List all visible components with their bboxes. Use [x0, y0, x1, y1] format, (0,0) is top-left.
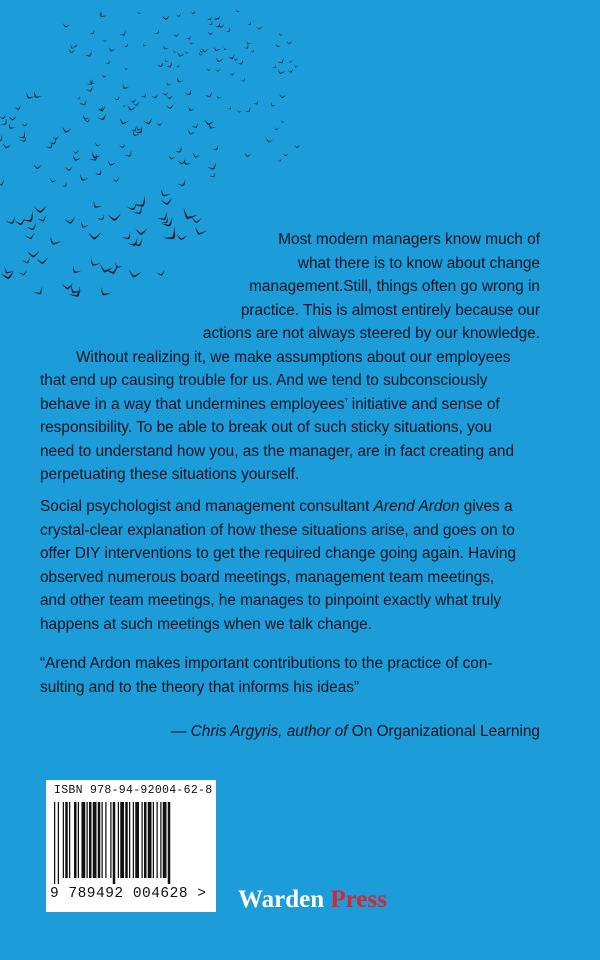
text-line: practice. This is almost entirely because our — [240, 301, 540, 319]
bird-silhouette — [166, 104, 174, 109]
text-line: perpetuating these situations yourself. — [40, 466, 300, 483]
bird-silhouette — [94, 169, 103, 177]
barcode-bar — [78, 802, 79, 878]
bird-silhouette — [187, 106, 195, 112]
publisher-name-part1: Warden — [238, 886, 331, 913]
bird-silhouette — [165, 61, 174, 69]
barcode-bar — [82, 802, 86, 878]
bird-silhouette — [161, 198, 173, 206]
bird-silhouette — [215, 69, 220, 72]
bird-silhouette — [97, 113, 107, 121]
bird-silhouette — [174, 146, 183, 155]
bird-silhouette — [214, 22, 222, 29]
bird-silhouette — [8, 116, 16, 121]
bird-silhouette — [164, 58, 169, 62]
barcode-bar — [98, 802, 101, 878]
barcode-bar — [133, 802, 134, 878]
bird-silhouette — [168, 154, 176, 160]
bird-silhouette — [237, 59, 245, 66]
bird-silhouette — [113, 177, 120, 182]
barcode-bar — [93, 802, 97, 878]
bird-silhouette — [126, 203, 138, 212]
author-name: Arend Ardon — [373, 498, 460, 515]
bird-silhouette — [101, 74, 107, 78]
bird-silhouette — [212, 144, 220, 151]
bird-silhouette — [17, 131, 28, 141]
bird-silhouette — [118, 117, 129, 125]
text-line: observed numerous board meetings, management team meetings, — [40, 568, 495, 586]
barcode-bar — [69, 802, 70, 878]
bird-silhouette — [244, 152, 252, 158]
bird-silhouette — [237, 110, 242, 113]
bird-silhouette — [124, 150, 133, 158]
text-line: Most modern managers know much of — [278, 231, 540, 248]
bird-silhouette — [235, 8, 240, 13]
bird-silhouette — [277, 58, 285, 65]
bird-silhouette — [84, 51, 93, 59]
bird-silhouette — [207, 31, 213, 35]
bird-silhouette — [207, 162, 218, 171]
bird-silhouette — [253, 100, 259, 106]
bird-silhouette — [165, 81, 171, 87]
bird-silhouette — [49, 138, 59, 146]
bird-silhouette — [274, 126, 280, 131]
bird-silhouette — [294, 144, 300, 148]
bird-silhouette — [175, 64, 180, 68]
bird-silhouette — [278, 32, 283, 36]
bird-silhouette — [133, 196, 149, 211]
bird-silhouette — [192, 152, 200, 159]
bird-silhouette — [245, 40, 251, 45]
bird-silhouette — [49, 177, 57, 183]
bird-silhouette — [198, 52, 203, 57]
bird-silhouette — [38, 215, 48, 223]
bird-silhouette — [186, 35, 192, 40]
bird-silhouette — [213, 46, 221, 53]
text-line: management.Still, things often go wrong in — [249, 278, 540, 295]
bird-silhouette — [277, 69, 285, 75]
bird-silhouette — [158, 188, 170, 199]
barcode-bar — [105, 802, 106, 878]
bird-silhouette — [233, 57, 238, 61]
bird-silhouette — [207, 122, 216, 131]
barcode-bar — [113, 802, 116, 884]
bird-silhouette — [208, 21, 214, 27]
bird-silhouette — [24, 92, 34, 101]
bird-silhouette — [180, 207, 198, 223]
bird-silhouette — [81, 114, 89, 122]
barcode-bar — [157, 802, 158, 878]
barcode-bar — [163, 802, 167, 878]
bird-silhouette — [130, 98, 137, 103]
bird-silhouette — [7, 123, 16, 131]
bird-silhouette — [123, 43, 129, 48]
bird-silhouette — [288, 60, 292, 63]
bird-silhouette — [21, 211, 37, 226]
bird-silhouette — [65, 166, 73, 171]
bird-silhouette — [176, 51, 185, 58]
bird-silhouette — [176, 14, 181, 17]
dash: — — [171, 723, 191, 740]
bird-silhouette — [76, 96, 81, 101]
barcode-bar — [54, 802, 55, 884]
bird-silhouette — [53, 136, 59, 140]
ean-digits: 9 789492 004628 > — [50, 886, 207, 902]
bird-silhouette — [45, 142, 55, 151]
bird-silhouette — [293, 64, 298, 68]
bird-silhouette — [240, 78, 246, 83]
bird-silhouette — [102, 39, 106, 42]
bird-silhouette — [270, 102, 276, 108]
text-segment: gives a — [459, 498, 513, 515]
text-line: sulting and to the theory that informs his ideas” — [40, 678, 360, 696]
bird-silhouette — [272, 65, 277, 69]
bird-silhouette — [26, 223, 38, 232]
text-line: behave in a way that undermines employees’ initiative and sense of — [40, 395, 500, 413]
text-line — [40, 495, 550, 519]
bird-silhouette — [106, 159, 116, 167]
bird-silhouette — [250, 49, 255, 53]
barcode-bar — [65, 802, 68, 878]
publisher-name-part2: Press — [330, 886, 387, 913]
barcode-bar — [125, 802, 128, 878]
bird-silhouette — [31, 90, 42, 100]
barcode-bar — [102, 802, 103, 878]
bird-silhouette — [162, 44, 169, 50]
text-line: crystal-clear explanation of how these situations arise, and goes on to — [40, 521, 515, 539]
barcode-bar — [135, 802, 139, 878]
bird-silhouette — [172, 50, 177, 54]
bird-silhouette — [91, 200, 102, 210]
bird-silhouette — [1, 270, 16, 280]
barcode-bar — [144, 802, 147, 878]
barcode-bar — [148, 802, 152, 878]
text-line: need to understand how you, as the manager, are in fact creating and — [40, 442, 515, 460]
bird-silhouette — [162, 92, 168, 96]
barcode-bar — [168, 802, 171, 884]
barcode-bars — [54, 802, 204, 884]
bird-silhouette — [126, 104, 136, 112]
text-line: that end up causing trouble for us. And we tend to subconsciously — [40, 372, 488, 389]
bird-silhouette — [122, 104, 126, 107]
text-line: responsibility. To be able to break out of such sticky situations, you — [40, 419, 492, 436]
bird-silhouette — [89, 29, 96, 35]
attribution-book-title: On Organizational Learning — [347, 723, 540, 740]
bird-silhouette — [61, 182, 68, 189]
text-line: Without realizing it, we make assumptions about our employees — [76, 348, 511, 366]
bird-silhouette — [142, 43, 147, 48]
bird-silhouette — [279, 93, 287, 98]
bird-silhouette — [94, 142, 101, 148]
bird-silhouette — [69, 44, 76, 50]
bird-silhouette — [98, 11, 107, 19]
bird-silhouette — [189, 41, 194, 45]
bird-silhouette — [73, 43, 79, 47]
barcode-bar — [129, 802, 130, 878]
bird-silhouette — [184, 50, 189, 55]
text-line: offer DIY interventions to get the required change going again. Having — [40, 545, 517, 562]
bird-silhouette — [19, 270, 28, 277]
bird-silhouette — [244, 44, 250, 50]
bird-silhouette — [154, 29, 160, 35]
bird-silhouette — [143, 118, 153, 125]
text-line: “Arend Ardon makes important contributions to the practice of con- — [40, 655, 493, 672]
bird-silhouette — [186, 129, 195, 136]
bird-silhouette — [27, 250, 39, 258]
barcode-bar — [142, 802, 143, 878]
bird-silhouette — [166, 95, 173, 99]
barcode-bar — [74, 802, 77, 878]
bird-silhouette — [190, 10, 196, 14]
text-line: what there is to know about change — [297, 254, 540, 272]
endorsement-quote — [40, 652, 560, 699]
bird-silhouette — [0, 114, 7, 119]
bird-silhouette — [286, 41, 292, 44]
intro-paragraph — [40, 228, 540, 487]
bird-silhouette — [119, 144, 126, 149]
text-line: happens at such meetings when we talk change. — [40, 615, 372, 633]
bird-silhouette — [73, 150, 80, 154]
bird-silhouette — [97, 214, 106, 222]
bird-silhouette — [86, 86, 95, 93]
barcode-bar — [89, 802, 92, 878]
bird-silhouette — [156, 122, 162, 126]
barcode-bar — [160, 802, 161, 878]
bird-silhouette — [140, 93, 147, 99]
bird-silhouette — [22, 257, 32, 264]
bird-silhouette — [134, 126, 145, 136]
bird-silhouette — [68, 49, 75, 54]
bird-silhouette — [14, 105, 21, 110]
barcode-bar — [110, 802, 111, 878]
bird-silhouette — [2, 142, 12, 149]
bird-silhouette — [265, 137, 274, 144]
bird-silhouette — [288, 69, 294, 73]
bird-silhouette — [108, 213, 121, 221]
text-line: actions are not always steered by our knowledge. — [202, 325, 540, 342]
bird-silhouette — [34, 205, 47, 213]
bird-silhouette — [71, 154, 81, 162]
bird-silhouette — [151, 94, 158, 99]
barcode-bar — [58, 802, 59, 884]
bird-silhouette — [33, 164, 42, 170]
bird-silhouette — [119, 30, 127, 37]
bird-silhouette — [89, 153, 100, 163]
bird-silhouette — [177, 179, 187, 188]
bird-silhouette — [175, 77, 183, 85]
bird-silhouette — [62, 22, 70, 28]
isbn-barcode — [46, 780, 216, 912]
bird-silhouette — [283, 152, 289, 156]
bird-silhouette — [64, 217, 76, 225]
bird-silhouette — [162, 15, 170, 20]
bird-silhouette — [256, 26, 262, 30]
bird-silhouette — [0, 179, 6, 187]
bird-silhouette — [157, 211, 170, 223]
bird-silhouette — [108, 46, 116, 52]
bird-silhouette — [206, 68, 211, 71]
bird-silhouette — [205, 92, 213, 98]
bird-silhouette — [25, 233, 35, 240]
bird-silhouette — [105, 60, 111, 66]
bird-silhouette — [229, 72, 235, 76]
attribution-author: Chris Argyris, author of — [190, 723, 348, 740]
bird-silhouette — [21, 122, 28, 127]
barcode-bar — [118, 802, 119, 878]
barcode-bar — [153, 802, 154, 878]
text-line: and other team meetings, he manages to pinpoint exactly what truly — [40, 592, 502, 609]
bird-silhouette — [79, 99, 88, 106]
bird-silhouette — [121, 83, 130, 91]
bird-silhouette — [216, 95, 222, 100]
bird-silhouette — [61, 126, 72, 134]
bird-silhouette — [209, 172, 217, 179]
bird-silhouette — [277, 158, 282, 162]
isbn-label: ISBN 978-94-92004-62-8 — [54, 784, 213, 797]
publisher-logo — [238, 886, 387, 914]
author-paragraph — [40, 495, 550, 636]
bird-silhouette — [245, 107, 253, 114]
bird-silhouette — [0, 118, 9, 127]
text-segment: Social psychologist and management consultant — [40, 498, 374, 515]
bird-silhouette — [191, 123, 199, 129]
bird-silhouette — [157, 62, 165, 68]
quote-attribution — [171, 720, 540, 744]
bird-silhouette — [114, 96, 121, 101]
bird-silhouette — [78, 173, 88, 183]
barcode-bar — [87, 802, 88, 878]
bird-silhouette — [275, 43, 281, 48]
bird-silhouette — [14, 218, 26, 226]
bird-silhouette — [124, 67, 129, 71]
barcode-bar — [63, 802, 64, 878]
bird-silhouette — [137, 11, 142, 15]
bird-silhouette — [0, 134, 5, 143]
bird-silhouette — [173, 33, 179, 36]
bird-silhouette — [225, 27, 232, 34]
bird-silhouette — [215, 57, 224, 63]
bird-silhouette — [247, 21, 252, 26]
bird-silhouette — [185, 89, 194, 96]
bird-silhouette — [222, 46, 227, 51]
bird-silhouette — [227, 106, 232, 110]
barcode-bar — [120, 802, 124, 878]
bird-silhouette — [207, 16, 214, 22]
bird-silhouette — [89, 150, 100, 160]
bird-silhouette — [280, 119, 285, 123]
bird-silhouette — [204, 118, 215, 126]
